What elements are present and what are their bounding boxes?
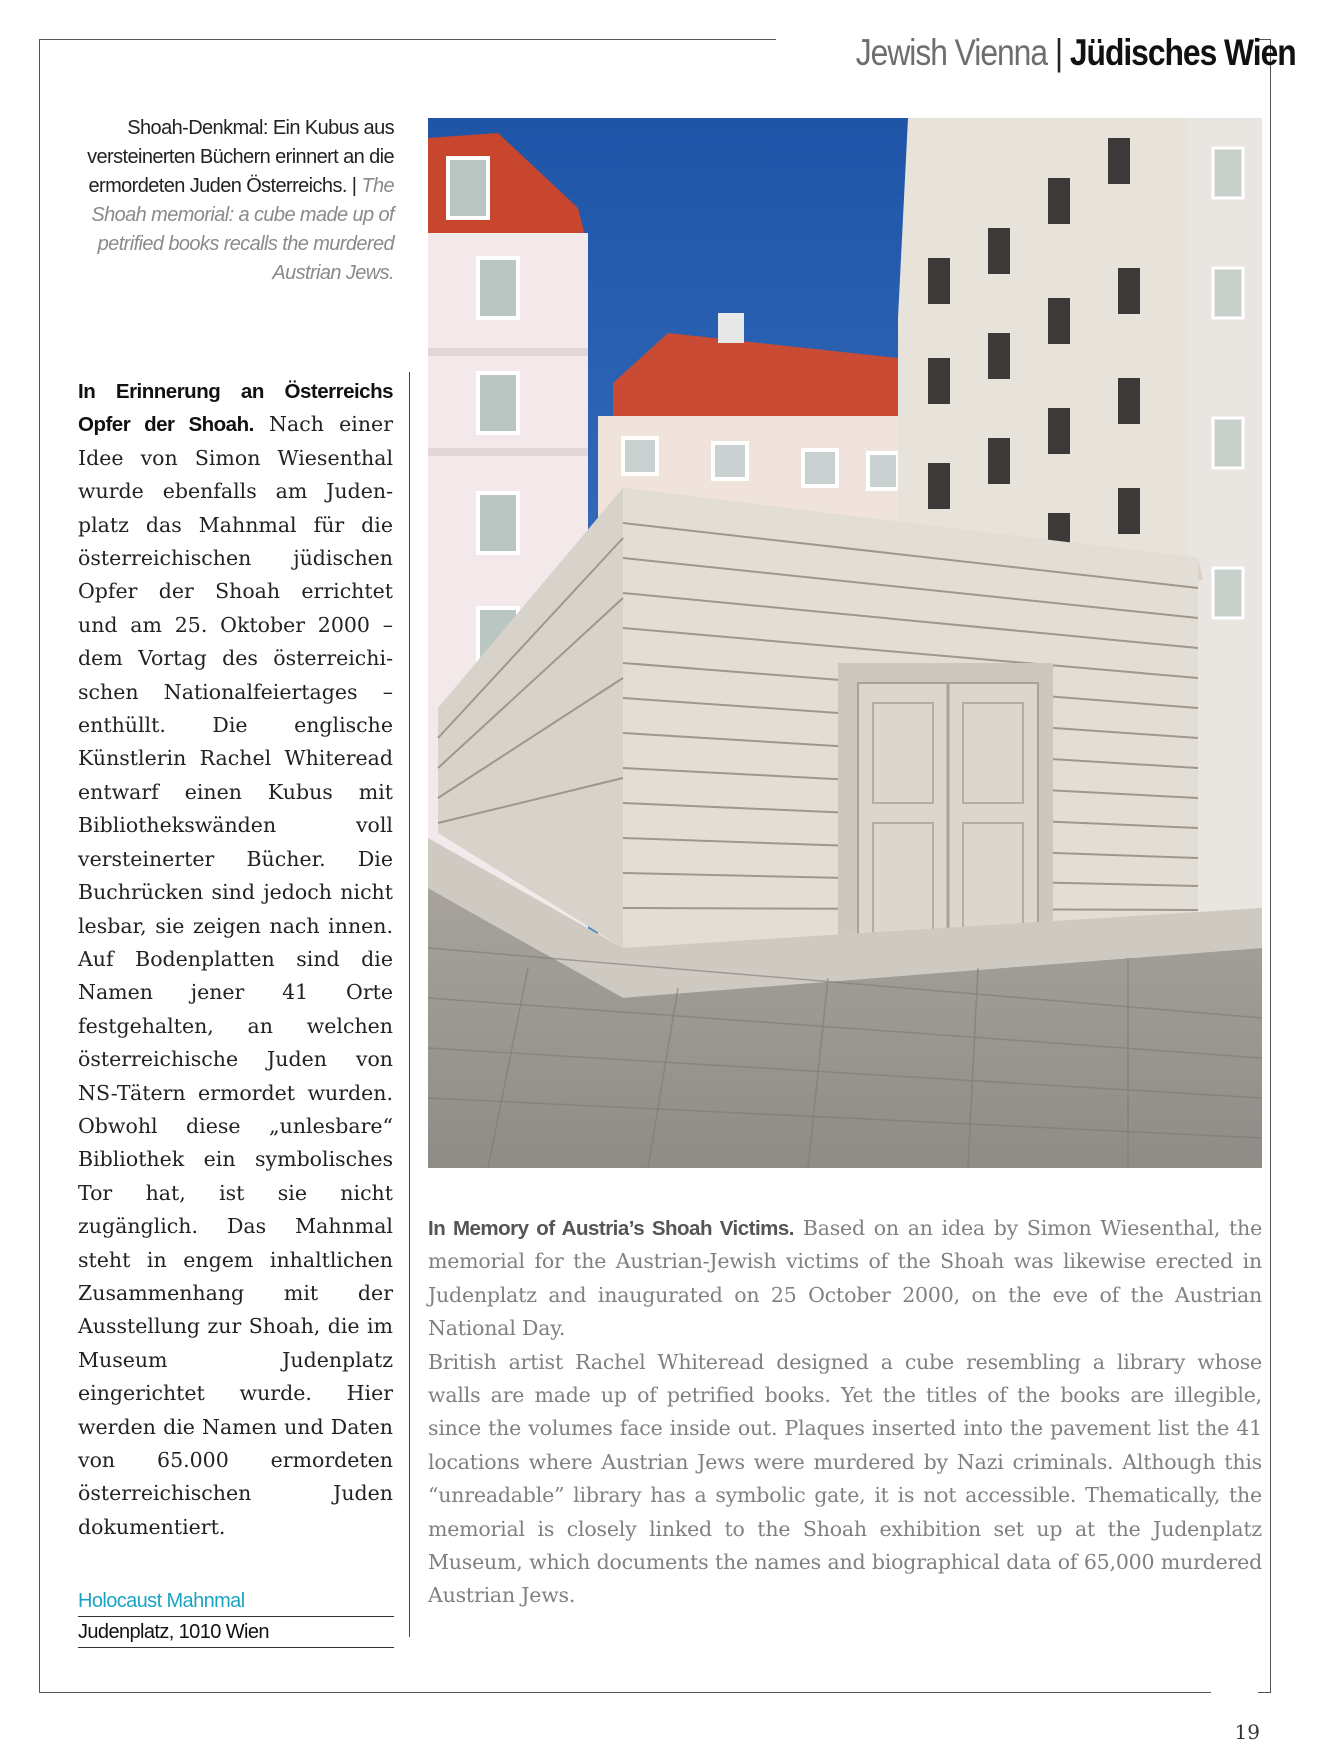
caption-separator: | (346, 175, 362, 197)
info-box (78, 1586, 394, 1648)
german-article-body: Nach einer Idee von Simon Wiesenthal wurde ebenfalls am Judenplatz das Mahnmal für die österreichischen jüdischen Opfer der Shoah errichtet und am 25. Oktober 2000 – dem Vortag des österreichischen Nationalfeiertages – enthüllt. Die englische Künstlerin Rachel Whiteread entwarf einen Kubus mit Bibliothekswänden voll versteinerter Bücher. Die Buchrücken sind jedoch nicht lesbar, sie zeigen nach innen. Auf Bodenplatten sind die Namen jener 41 Orte festgehalten, an welchen österreichische Juden von NS-Tätern ermordet wurden. Obwohl diese „unlesbare“ Bibliothek ein symbolisches Tor hat, ist sie nicht zugänglich. Das Mahnmal steht in engem inhaltlichen Zusammenhang mit der Ausstellung zur Shoah, die im Museum Judenplatz eingerichtet wurde. Hier werden die Namen und Daten von 65.000 ermordeten österreichischen Juden dokumentiert. (78, 412, 393, 1539)
running-header (855, 30, 1296, 76)
memorial-photo (428, 118, 1262, 1168)
german-article (78, 375, 393, 1544)
frame-top-line (39, 39, 776, 40)
far-right-building (1188, 118, 1262, 958)
column-divider (409, 372, 410, 1637)
english-paragraph-1-text: Based on an idea by Simon Wiesenthal, the memorial for the Austrian-Jewish victims of the Shoah was likewise erected in Judenplatz and inaugurated on 25 October 2000, on the eve of the Austrian National Day. (428, 1216, 1262, 1341)
header-separator: | (1054, 32, 1063, 73)
german-article-lead: In Erinnerung an Österreichs Opfer der Shoah. (78, 380, 393, 437)
frame-bottom-line (39, 1692, 1211, 1693)
header-title-de: Jüdisches Wien (1069, 32, 1296, 73)
photo-caption (78, 114, 394, 288)
frame-left-line (39, 39, 40, 1692)
caption-german: Shoah-Denkmal: Ein Kubus aus versteinerten Büchern erinnert an die ermordeten Juden Österreichs. (87, 117, 394, 197)
english-paragraph-1 (428, 1212, 1262, 1346)
english-article-lead: In Memory of Austria’s Shoah Victims. (428, 1217, 794, 1240)
english-article (428, 1212, 1262, 1613)
page-number: 19 (1234, 1720, 1260, 1744)
info-address: Judenplatz, 1010 Wien (78, 1617, 394, 1648)
frame-right-line (1270, 39, 1271, 1692)
frame-corner-bottom (1258, 1692, 1271, 1693)
caption-english: The Shoah memorial: a cube made up of petrified books recalls the murdered Austrian Jews. (91, 175, 394, 284)
header-title-en: Jewish Vienna (855, 32, 1048, 73)
info-name: Holocaust Mahnmal (78, 1586, 394, 1617)
english-paragraph-2: British artist Rachel Whiteread designed a cube resembling a library whose walls are made up of petrified books. Yet the titles of the books are illegible, since the volumes face inside out. Plaques inserted into the pavement list the 41 locations where Austrian Jews were murdered by Nazi criminals. Although this “unreadable” library has a symbolic gate, it is not accessible. Thematically, the memorial is closely linked to the Shoah exhibition set up at the Judenplatz Museum, which documents the names and biographical data of 65,000 murdered Austrian Jews. (428, 1349, 1262, 1608)
